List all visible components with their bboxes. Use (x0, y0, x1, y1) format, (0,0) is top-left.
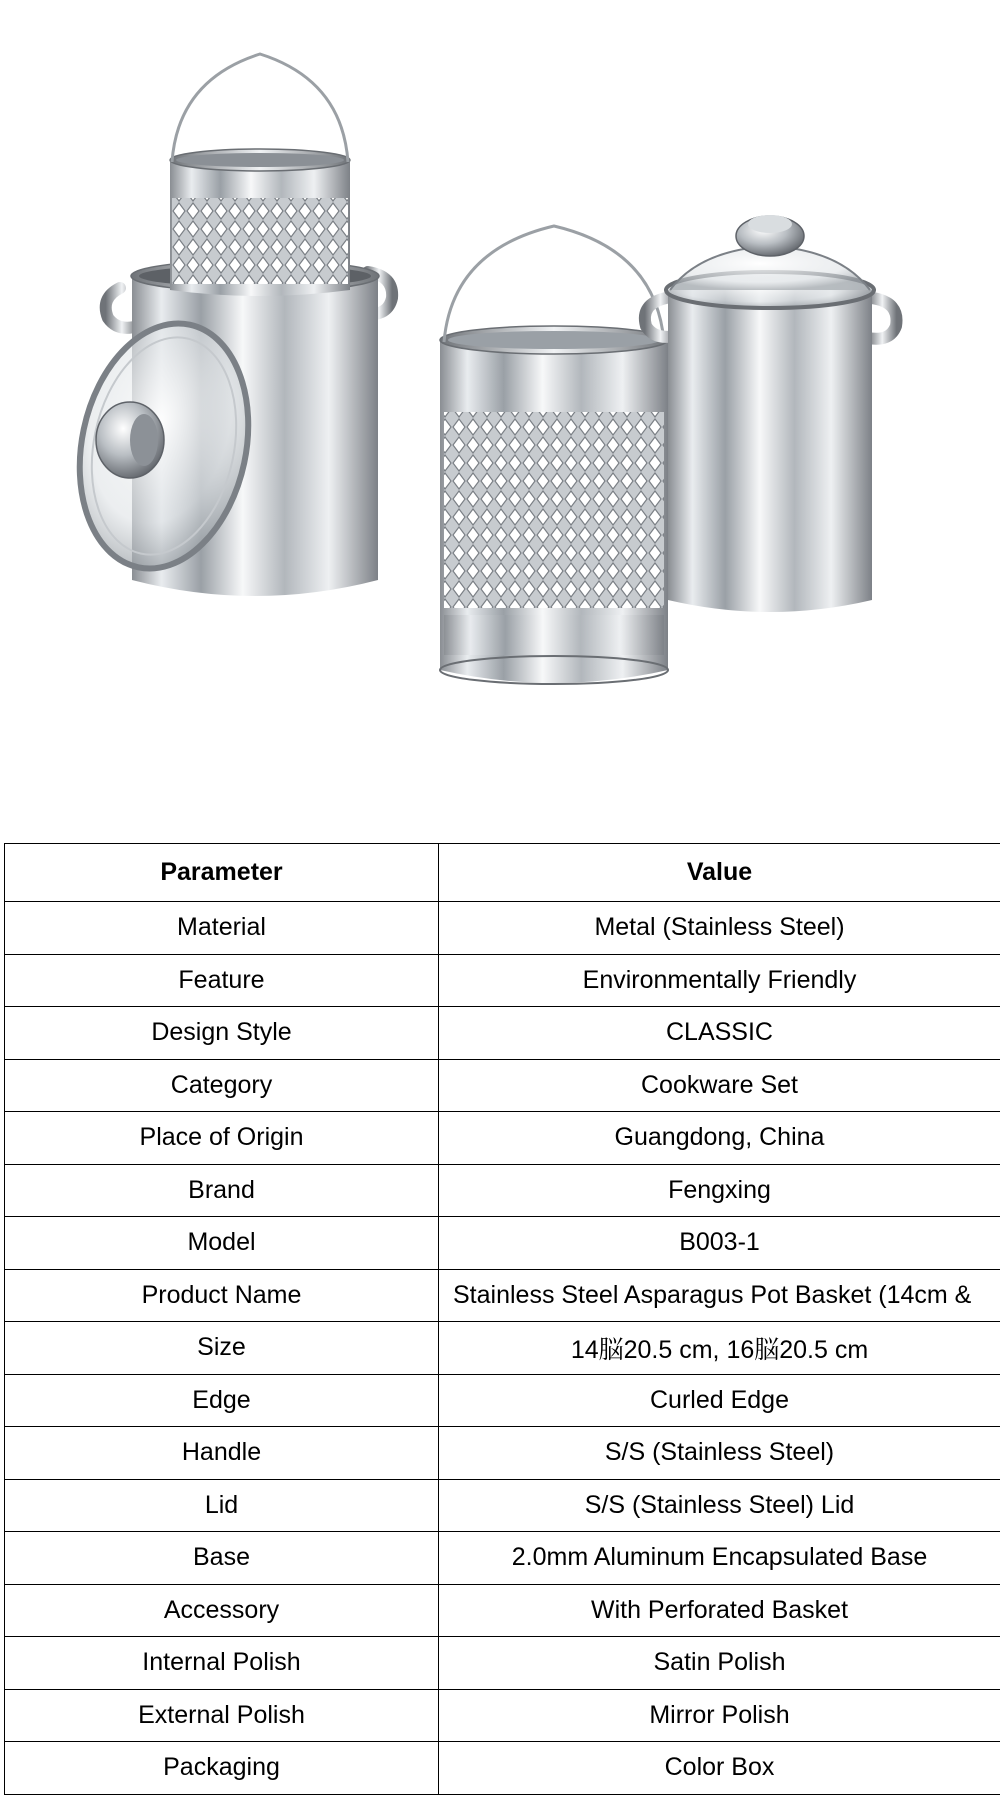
table-row (5, 1689, 1000, 1742)
parameter-cell: Brand (5, 1164, 439, 1217)
parameter-cell: Handle (5, 1427, 439, 1480)
table-row (5, 1584, 1000, 1637)
product-image (60, 40, 940, 720)
parameter-cell: Size (5, 1322, 439, 1375)
value-cell: Color Box (439, 1742, 1000, 1795)
value-cell: Fengxing (439, 1164, 1000, 1217)
value-cell: B003-1 (439, 1217, 1000, 1270)
value-cell: Curled Edge (439, 1374, 1000, 1427)
value-cell: 2.0mm Aluminum Encapsulated Base (439, 1532, 1000, 1585)
parameter-cell: Material (5, 902, 439, 955)
table-row (5, 1269, 1000, 1322)
table-row (5, 1007, 1000, 1060)
table-row (5, 1742, 1000, 1795)
parameter-cell: Feature (5, 954, 439, 1007)
value-cell: S/S (Stainless Steel) Lid (439, 1479, 1000, 1532)
value-cell: Environmentally Friendly (439, 954, 1000, 1007)
parameter-cell: Lid (5, 1479, 439, 1532)
parameter-cell: Base (5, 1532, 439, 1585)
value-cell: S/S (Stainless Steel) (439, 1427, 1000, 1480)
parameter-cell: Model (5, 1217, 439, 1270)
value-cell: Metal (Stainless Steel) (439, 902, 1000, 955)
value-cell: Cookware Set (439, 1059, 1000, 1112)
value-cell: Satin Polish (439, 1637, 1000, 1690)
parameter-cell: External Polish (5, 1689, 439, 1742)
table-row (5, 1112, 1000, 1165)
value-cell: Guangdong, China (439, 1112, 1000, 1165)
table-row (5, 954, 1000, 1007)
parameter-cell: Edge (5, 1374, 439, 1427)
header-value: Value (439, 844, 1000, 902)
parameter-cell: Place of Origin (5, 1112, 439, 1165)
parameter-cell: Accessory (5, 1584, 439, 1637)
parameter-cell: Internal Polish (5, 1637, 439, 1690)
value-cell: 14脳20.5 cm, 16脳20.5 cm (439, 1322, 1000, 1375)
value-cell: Stainless Steel Asparagus Pot Basket (14cm & (439, 1269, 1000, 1322)
table-row (5, 1322, 1000, 1375)
table-row (5, 1164, 1000, 1217)
table-header-row (5, 844, 1000, 902)
table-row (5, 1427, 1000, 1480)
table-row (5, 1479, 1000, 1532)
parameter-cell: Packaging (5, 1742, 439, 1795)
spec-table (4, 843, 1000, 1795)
table-row (5, 1059, 1000, 1112)
table-row (5, 902, 1000, 955)
value-cell: CLASSIC (439, 1007, 1000, 1060)
header-parameter: Parameter (5, 844, 439, 902)
value-cell: With Perforated Basket (439, 1584, 1000, 1637)
table-row (5, 1637, 1000, 1690)
table-row (5, 1374, 1000, 1427)
value-cell: Mirror Polish (439, 1689, 1000, 1742)
table-row (5, 1217, 1000, 1270)
table-row (5, 1532, 1000, 1585)
parameter-cell: Design Style (5, 1007, 439, 1060)
parameter-cell: Product Name (5, 1269, 439, 1322)
parameter-cell: Category (5, 1059, 439, 1112)
